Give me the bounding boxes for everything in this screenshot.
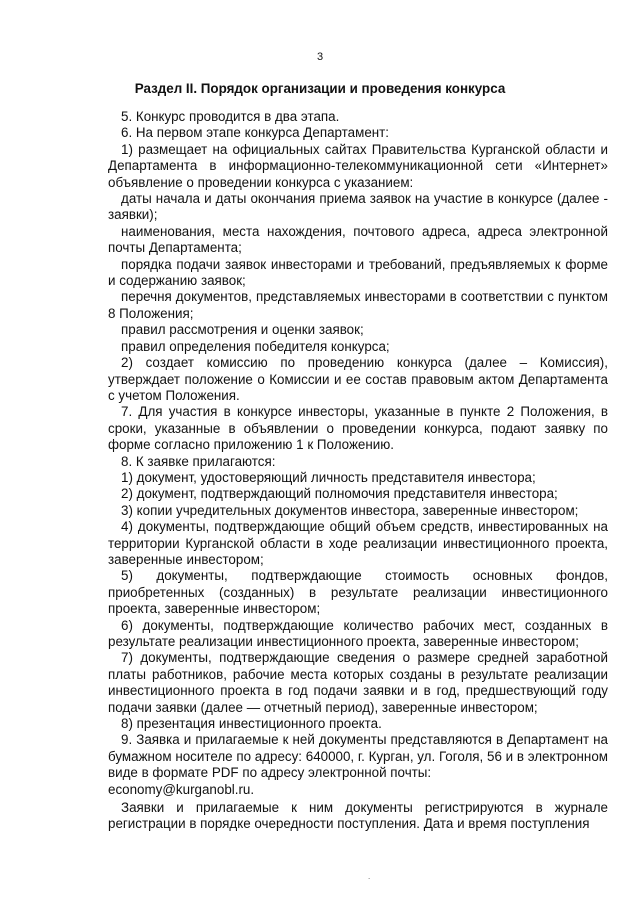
paragraph: 7) документы, подтверждающие сведения о размере средней заработной платы работников, рабочие места которых созданы в результате реализации инвестиционного проекта в год подачи заявки и в год, предшествующий году подачи заявки (далее — отчетный период), заверенные инвестором; (108, 650, 608, 715)
paragraph: 5. Конкурс проводится в два этапа. (121, 109, 340, 124)
paragraph: перечня документов, представляемых инвесторами в соответствии с пунктом 8 Положения; (108, 289, 608, 321)
paragraph: 2) документ, подтверждающий полномочия представителя инвестора; (121, 486, 558, 502)
paragraph: наименования, места нахождения, почтового адреса, адреса электронной почты Департамента; (108, 223, 608, 256)
paragraph: 6. На первом этапе конкурса Департамент: (121, 125, 390, 141)
paragraph: даты начала и даты окончания приема заявок на участие в конкурсе (далее - заявки); (108, 191, 608, 223)
paragraph: 3) копии учредительных документов инвестора, заверенные инвестором; (121, 502, 579, 518)
document-body (108, 109, 608, 833)
email-address: economy@kurganobl.ru. (108, 781, 255, 797)
paragraph: 8. К заявке прилагаются: (121, 453, 276, 469)
paragraph: 9. Заявка и прилагаемые к ней документы представляются в Департамент на бумажном носителе по адресу: 640000, г. Курган, ул. Гоголя, 56 и в электронном виде в формате PDF по адресу электронной почты: (108, 732, 608, 781)
paragraph: 1) документ, удостоверяющий личность представителя инвестора; (121, 469, 536, 485)
paragraph: 8) презентация инвестиционного проекта. (121, 716, 382, 732)
paragraph: 1) размещает на официальных сайтах Правительства Курганской области и Департамента в информационно-телекоммуникационной сети «Интернет» объявление о проведении конкурса с указанием: (108, 141, 608, 190)
paragraph: 2) создает комиссию по проведению конкурса (далее – Комиссия), утверждает положение о Комиссии и ее состав правовым актом Департамента с учетом Положения. (108, 355, 608, 403)
paragraph: 7. Для участия в конкурсе инвесторы, указанные в пункте 2 Положения, в сроки, указанные в объявлении о проведении конкурса, подают заявку по форме согласно приложению 1 к Положению. (108, 404, 608, 453)
paragraph: Заявки и прилагаемые к ним документы регистрируются в журнале регистрации в порядке очередности поступления. Дата и время поступления (108, 800, 608, 832)
section-title: Раздел II. Порядок организации и проведения конкурса (134, 81, 506, 96)
paragraph: порядка подачи заявок инвесторами и требований, предъявляемых к форме и содержанию заявок; (108, 256, 608, 289)
paragraph: 6) документы, подтверждающие количество рабочих мест, созданных в результате реализации инвестиционного проекта, заверенные инвестором; (108, 617, 608, 649)
paragraph: 5) документы, подтверждающие стоимость основных фондов, приобретенных (созданных) в результате реализации инвестиционного проекта, заверенные инвестором; (108, 568, 608, 617)
footer-mark: . (368, 872, 371, 881)
page-number: 3 (316, 51, 324, 63)
paragraph: правил определения победителя конкурса; (121, 338, 390, 354)
paragraph: 4) документы, подтверждающие общий объем средств, инвестированных на территории Курганской области в ходе реализации инвестиционного проекта, заверенные инвестором; (108, 519, 608, 567)
paragraph: правил рассмотрения и оценки заявок; (121, 322, 364, 338)
